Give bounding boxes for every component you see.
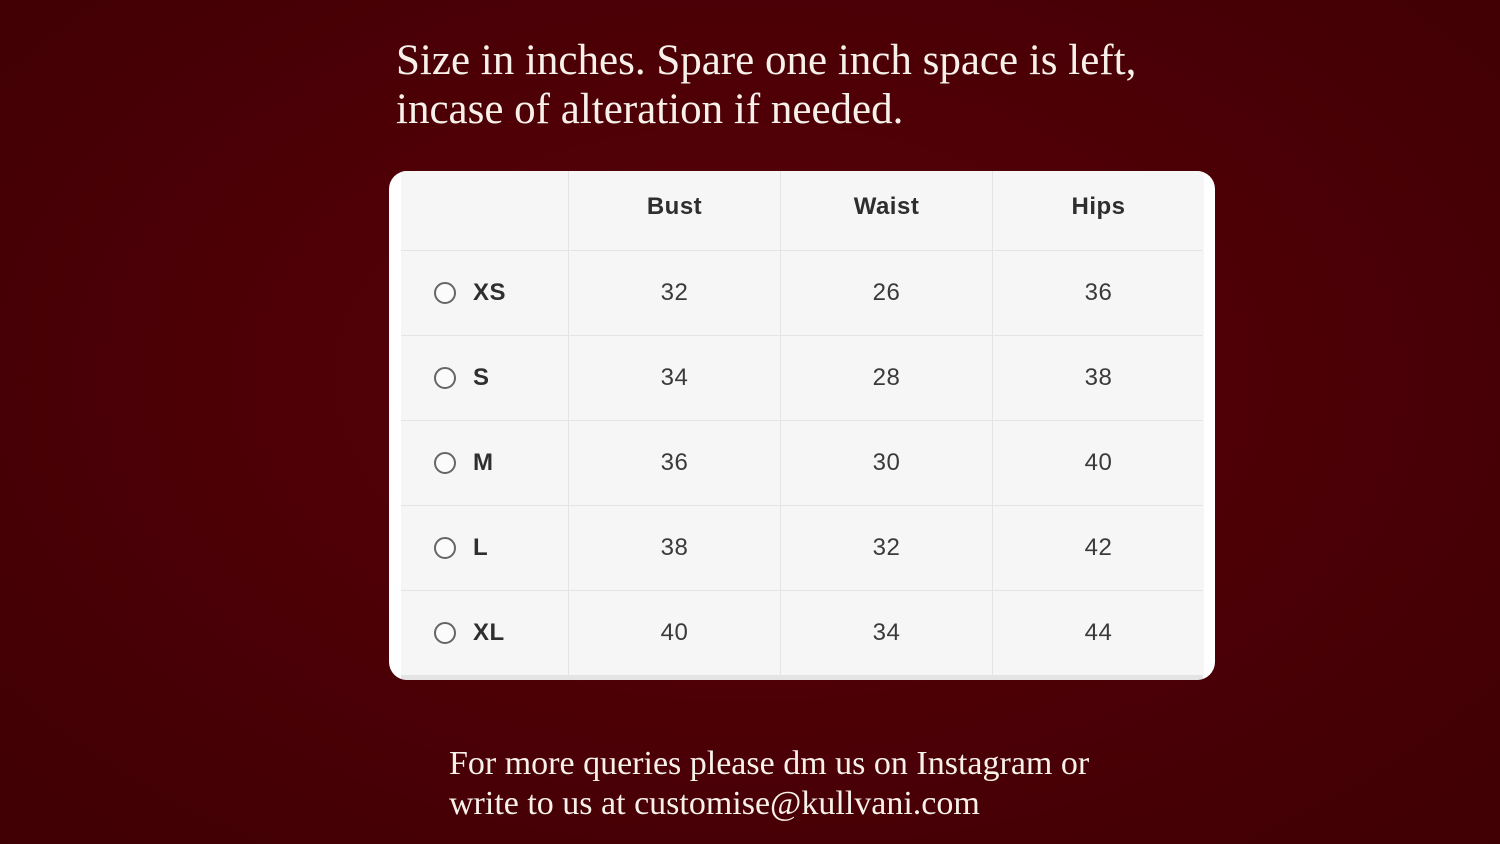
radio-icon[interactable] <box>434 537 456 559</box>
size-note-line-2: incase of alteration if needed. <box>396 86 904 133</box>
contact-line-2: write to us at customise@kullvani.com <box>449 785 980 822</box>
size-label: M <box>473 449 494 476</box>
hips-value: 42 <box>993 506 1204 590</box>
size-chart-table <box>401 171 1203 680</box>
size-chart-card <box>389 171 1215 680</box>
hips-value: 44 <box>993 591 1204 675</box>
waist-value: 34 <box>781 591 992 675</box>
radio-icon[interactable] <box>434 622 456 644</box>
waist-value: 26 <box>781 251 992 335</box>
waist-value: 32 <box>781 506 992 590</box>
size-label: S <box>473 364 490 391</box>
hips-value: 40 <box>993 421 1204 505</box>
header-hips: Hips <box>993 171 1204 250</box>
size-option-s[interactable] <box>401 336 568 420</box>
header-corner <box>401 171 568 250</box>
waist-value: 30 <box>781 421 992 505</box>
bust-value: 32 <box>569 251 780 335</box>
size-note-heading <box>396 36 1296 134</box>
size-label: XS <box>473 279 507 306</box>
size-note-line-1: Size in inches. Spare one inch space is left, <box>396 37 1137 84</box>
size-label: L <box>473 534 489 561</box>
size-label: XL <box>473 619 505 646</box>
header-waist: Waist <box>781 171 992 250</box>
radio-icon[interactable] <box>434 282 456 304</box>
radio-icon[interactable] <box>434 367 456 389</box>
size-option-m[interactable] <box>401 421 568 505</box>
contact-line-1: For more queries please dm us on Instagram or <box>449 745 1090 782</box>
size-option-xs[interactable] <box>401 251 568 335</box>
hips-value: 38 <box>993 336 1204 420</box>
radio-icon[interactable] <box>434 452 456 474</box>
size-option-xl[interactable] <box>401 591 568 675</box>
contact-note <box>449 744 1249 824</box>
bust-value: 36 <box>569 421 780 505</box>
hips-value: 36 <box>993 251 1204 335</box>
size-option-l[interactable] <box>401 506 568 590</box>
bust-value: 38 <box>569 506 780 590</box>
header-bust: Bust <box>569 171 780 250</box>
bust-value: 34 <box>569 336 780 420</box>
waist-value: 28 <box>781 336 992 420</box>
bust-value: 40 <box>569 591 780 675</box>
